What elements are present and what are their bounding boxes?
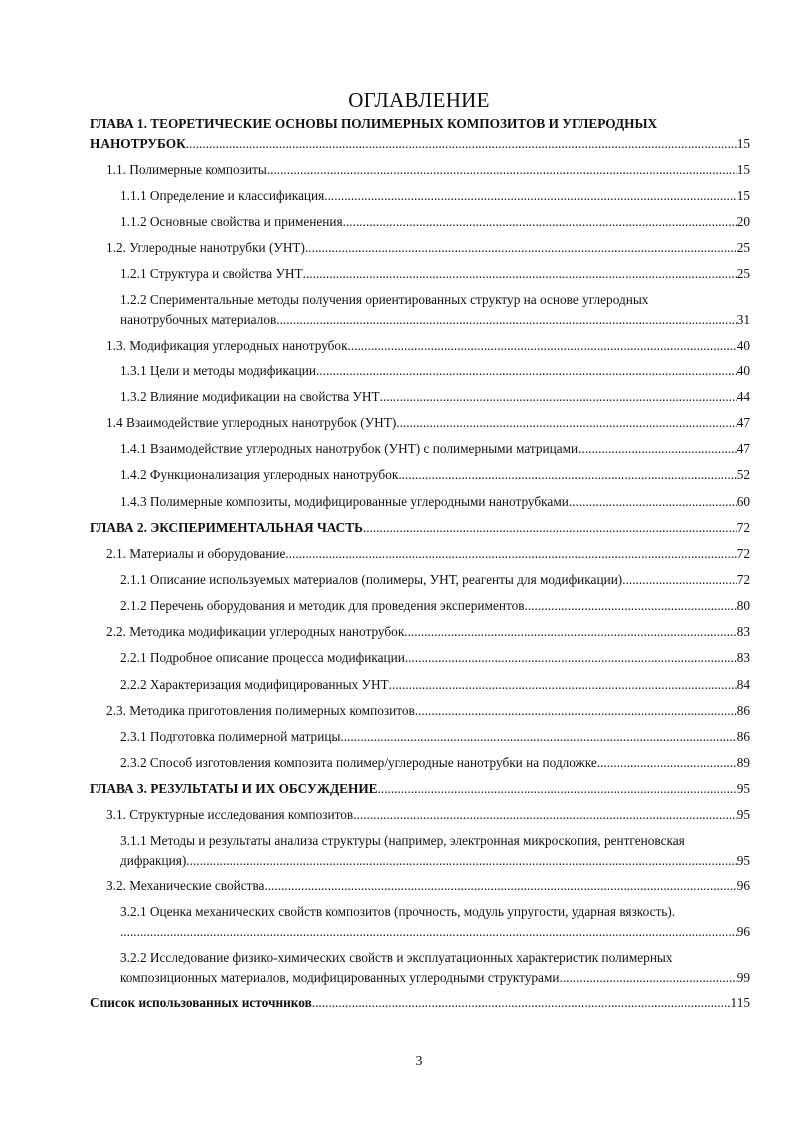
toc-entry-title-continued: нанотрубочных материалов [120,312,277,327]
dot-leader [348,337,737,354]
toc-entry[interactable] [120,362,750,379]
toc-entry-page: 20 [736,214,750,229]
toc-entry-page: 47 [736,415,750,430]
toc-entry-title: 2.1.2 Перечень оборудования и методик для проведения экспериментов [120,598,525,613]
dot-leader [316,362,737,379]
toc-entry-title: 1.1.2 Основные свойства и применения [120,214,343,229]
toc-entry-title: 2.3.2 Способ изготовления композита полимер/углеродные нанотрубки на подложке [120,755,597,770]
toc-entry-page: 44 [736,389,750,404]
toc-entry[interactable] [90,115,750,152]
toc-entry-title: 2.3.1 Подготовка полимерной матрицы [120,729,341,744]
toc-entry-page: 72 [736,546,750,561]
toc-entry[interactable] [120,440,750,457]
toc-entry-title: 1.4 Взаимодействие углеродных нанотрубок (УНТ) [106,415,397,430]
toc-entry-title: 1.3.1 Цели и методы модификации [120,363,316,378]
toc-entry-page: 72 [736,520,750,535]
toc-entry[interactable] [106,337,750,354]
toc-entry-title-continued: композиционных материалов, модифицированных углеродными структурами [120,970,560,985]
toc-entry-page: 40 [736,363,750,378]
dot-leader [405,649,737,666]
dot-leader [396,414,736,431]
toc-entry-title: 1.1.1 Определение и классификация [120,188,325,203]
toc-entry-title: 1.1. Полимерные композиты [106,162,267,177]
dot-leader [622,571,736,588]
toc-entry-title-continued: дифракция) [120,853,187,868]
toc-entry-page: 15 [736,162,750,177]
toc-entry-page: 95 [736,807,750,822]
toc-entry[interactable] [120,832,750,869]
toc-entry-page: 89 [736,755,750,770]
toc-entry[interactable] [106,414,750,431]
toc-entry[interactable] [106,545,750,562]
dot-leader [560,969,737,986]
toc-entry[interactable] [120,754,750,771]
toc-entry[interactable] [90,994,750,1011]
toc-entry-page: 95 [736,853,750,868]
toc-entry-page: 86 [736,729,750,744]
page-number: 3 [415,1054,423,1069]
toc-entry[interactable] [120,676,750,693]
toc-entry-page: 15 [736,188,750,203]
toc-entry-title: 3.1.1 Методы и результаты анализа структуры (например, электронная микроскопия, рентгеновская [120,833,685,848]
dot-leader [340,728,736,745]
toc-entry-page: 25 [736,266,750,281]
dot-leader [578,440,737,457]
toc-entry[interactable] [120,388,750,405]
toc-entry-title: 2.3. Методика приготовления полимерных композитов [106,703,415,718]
toc-entry-title: 2.2.2 Характеризация модифицированных УНТ [120,677,389,692]
toc-entry-title: 2.1.1 Описание используемых материалов (полимеры, УНТ, реагенты для модификации) [120,572,623,587]
dot-leader [389,676,737,693]
toc-entry-page: 83 [736,650,750,665]
toc-entry[interactable] [106,623,750,640]
toc-entry-page: 86 [736,703,750,718]
toc-entry-title: 3.2.1 Оценка механических свойств композитов (прочность, модуль упругости, ударная вязкость). [120,904,676,919]
toc-entry[interactable] [120,291,750,328]
toc-entry[interactable] [120,466,750,483]
dot-leader [276,311,736,328]
dot-leader [404,623,736,640]
toc-entry[interactable] [106,239,750,256]
dot-leader [303,265,737,282]
toc-entry[interactable] [106,806,750,823]
toc-entry-page: 80 [736,598,750,613]
toc-entry[interactable] [120,213,750,230]
dot-leader [120,923,737,940]
toc-entry-page: 15 [736,136,750,151]
dot-leader [324,187,736,204]
toc-entry-title: 3.2. Механические свойства [106,878,265,893]
dot-leader [267,161,737,178]
toc-entry-page: 72 [736,572,750,587]
toc-entry[interactable] [120,493,750,510]
dot-leader [264,877,736,894]
toc-entry-page: 84 [736,677,750,692]
toc-entry-title: 1.2. Углеродные нанотрубки (УНТ) [106,240,305,255]
toc-entry[interactable] [120,903,750,940]
dot-leader [398,466,736,483]
toc-entry-title: 1.3.2 Влияние модификации на свойства УНТ [120,389,380,404]
toc-entry-title: 1.4.3 Полимерные композиты, модифицированные углеродными нанотрубками [120,494,569,509]
toc-entry-title: 2.2. Методика модификации углеродных нанотрубок [106,624,405,639]
dot-leader [305,239,737,256]
toc-entry-title: 1.2.2 Спериментальные методы получения ориентированных структур на основе углеродных [120,292,649,307]
dot-leader [380,388,737,405]
dot-leader [415,702,737,719]
toc-entry[interactable] [120,187,750,204]
toc-entry-title: 2.2.1 Подробное описание процесса модификации [120,650,405,665]
dot-leader [363,519,737,536]
toc-entry[interactable] [120,728,750,745]
toc-entry-page: 52 [736,467,750,482]
toc-entry[interactable] [106,877,750,894]
toc-entry-page: 115 [730,995,750,1010]
dot-leader [343,213,737,230]
toc-entry[interactable] [106,161,750,178]
toc-entry-title: ГЛАВА 1. ТЕОРЕТИЧЕСКИЕ ОСНОВЫ ПОЛИМЕРНЫХ КОМПОЗИТОВ И УГЛЕРОДНЫХ [90,116,658,131]
toc-entry-title: 1.4.2 Функционализация углеродных нанотрубок [120,467,399,482]
table-of-contents [90,0,750,1131]
toc-entry-page: 96 [736,924,750,939]
toc-entry[interactable] [120,265,750,282]
toc-entry-title: 1.3. Модификация углеродных нанотрубок [106,338,348,353]
toc-title: ОГЛАВЛЕНИЕ [348,88,490,112]
dot-leader [525,597,737,614]
toc-entry-title: 3.1. Структурные исследования композитов [106,807,354,822]
toc-entry-page: 95 [736,781,750,796]
toc-entry-page: 83 [736,624,750,639]
toc-entry[interactable] [120,649,750,666]
toc-entry-page: 40 [736,338,750,353]
dot-leader [597,754,737,771]
toc-entry-title: 1.4.1 Взаимодействие углеродных нанотрубок (УНТ) с полимерными матрицами [120,441,579,456]
dot-leader [569,493,737,510]
toc-entry-page: 25 [736,240,750,255]
toc-entry-page: 60 [736,494,750,509]
toc-entry-title: 3.2.2 Исследование физико-химических свойств и эксплуатационных характеристик полимерных [120,950,673,965]
dot-leader [312,994,731,1011]
toc-entry[interactable] [120,949,750,986]
toc-entry[interactable] [90,780,750,797]
toc-entry-title: Список использованных источников [90,995,312,1010]
toc-entry-title: 1.2.1 Структура и свойства УНТ [120,266,303,281]
toc-entry[interactable] [90,519,750,536]
dot-leader [378,780,737,797]
dot-leader [353,806,736,823]
toc-entry[interactable] [120,597,750,614]
dot-leader [186,852,736,869]
toc-entry-page: 96 [736,878,750,893]
toc-entry-title: ГЛАВА 2. ЭКСПЕРИМЕНТАЛЬНАЯ ЧАСТЬ [90,520,363,535]
dot-leader [186,135,737,152]
dot-leader [285,545,736,562]
toc-entry[interactable] [120,571,750,588]
toc-entry[interactable] [106,702,750,719]
toc-entry-title-continued: НАНОТРУБОК [90,136,186,151]
toc-entry-title: ГЛАВА 3. РЕЗУЛЬТАТЫ И ИХ ОБСУЖДЕНИЕ [90,781,378,796]
toc-entry-page: 31 [736,312,750,327]
toc-entry-page: 47 [736,441,750,456]
toc-entry-page: 99 [736,970,750,985]
toc-entry-title: 2.1. Материалы и оборудование [106,546,286,561]
